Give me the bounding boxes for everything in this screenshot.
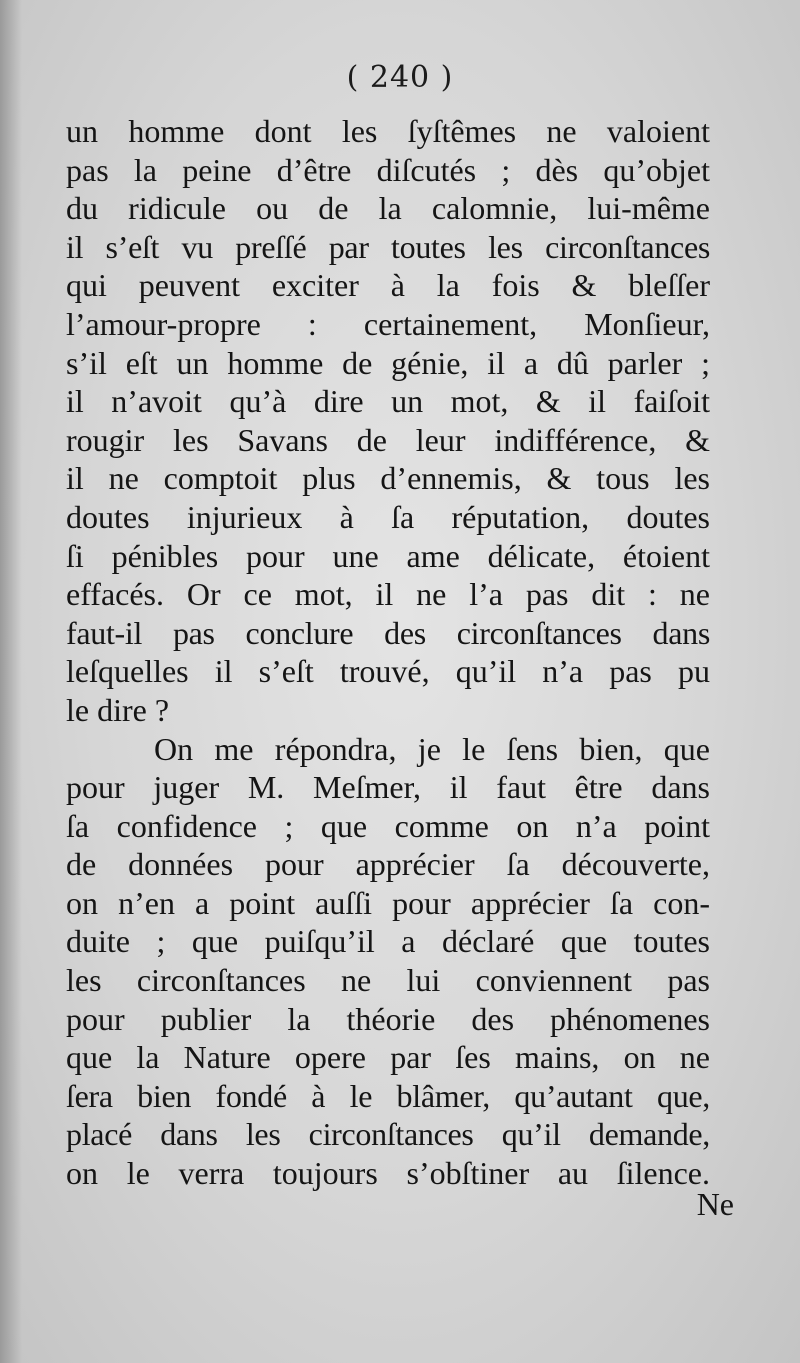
text-line: s’il eſt un homme de génie, il a dû parler ; xyxy=(66,344,710,381)
text-line: l’amour-propre : certainement, Monſieur, xyxy=(66,305,710,342)
text-line: ſi pénibles pour une ame délicate, étoient xyxy=(66,537,710,574)
text-line: leſquelles il s’eſt trouvé, qu’il n’a pas pu xyxy=(66,653,710,690)
text-line: le dire ? xyxy=(66,691,170,728)
text-line: de données pour apprécier ſa découverte, xyxy=(66,846,710,883)
text-line: du ridicule ou de la calomnie, lui-même xyxy=(66,190,710,227)
catchword: Ne xyxy=(696,1186,734,1222)
text-line: doutes injurieux à ſa réputation, doutes xyxy=(66,498,710,535)
text-line: on le verra toujours s’obſtiner au ſilence. xyxy=(66,1155,710,1192)
text-line: placé dans les circonſtances qu’il demande, xyxy=(66,1116,710,1153)
page-number-header: ( 240 ) xyxy=(346,60,454,95)
body-text xyxy=(66,112,710,1193)
text-line: faut-il pas conclure des circonſtances dans xyxy=(66,614,710,651)
text-line: les circonſtances ne lui conviennent pas xyxy=(66,962,710,999)
text-line: un homme dont les ſyſtêmes ne valoient xyxy=(66,113,710,149)
text-line: on n’en a point auſſi pour apprécier ſa con- xyxy=(66,884,710,921)
text-line: On me répondra, je le ſens bien, que xyxy=(154,730,710,767)
text-line: que la Nature opere par ſes mains, on ne xyxy=(66,1039,710,1076)
text-line: il n’avoit qu’à dire un mot, & il faiſoit xyxy=(66,383,710,420)
text-line: il ne comptoit plus d’ennemis, & tous les xyxy=(66,460,710,497)
text-line: il s’eſt vu preſſé par toutes les circonſtances xyxy=(66,228,710,265)
text-line: pour juger M. Meſmer, il faut être dans xyxy=(66,769,710,806)
text-line: rougir les Savans de leur indifférence, & xyxy=(66,421,710,458)
text-line: pour publier la théorie des phénomenes xyxy=(66,1000,710,1037)
text-line: duite ; que puiſqu’il a déclaré que toutes xyxy=(66,923,710,960)
text-line: qui peuvent exciter à la fois & bleſſer xyxy=(66,267,710,304)
text-line: ſera bien fondé à le blâmer, qu’autant que, xyxy=(66,1077,710,1114)
text-line: effacés. Or ce mot, il ne l’a pas dit : ne xyxy=(66,576,710,613)
text-line: ſa confidence ; que comme on n’a point xyxy=(66,807,710,844)
text-line: pas la peine d’être diſcutés ; dès qu’objet xyxy=(66,151,710,188)
